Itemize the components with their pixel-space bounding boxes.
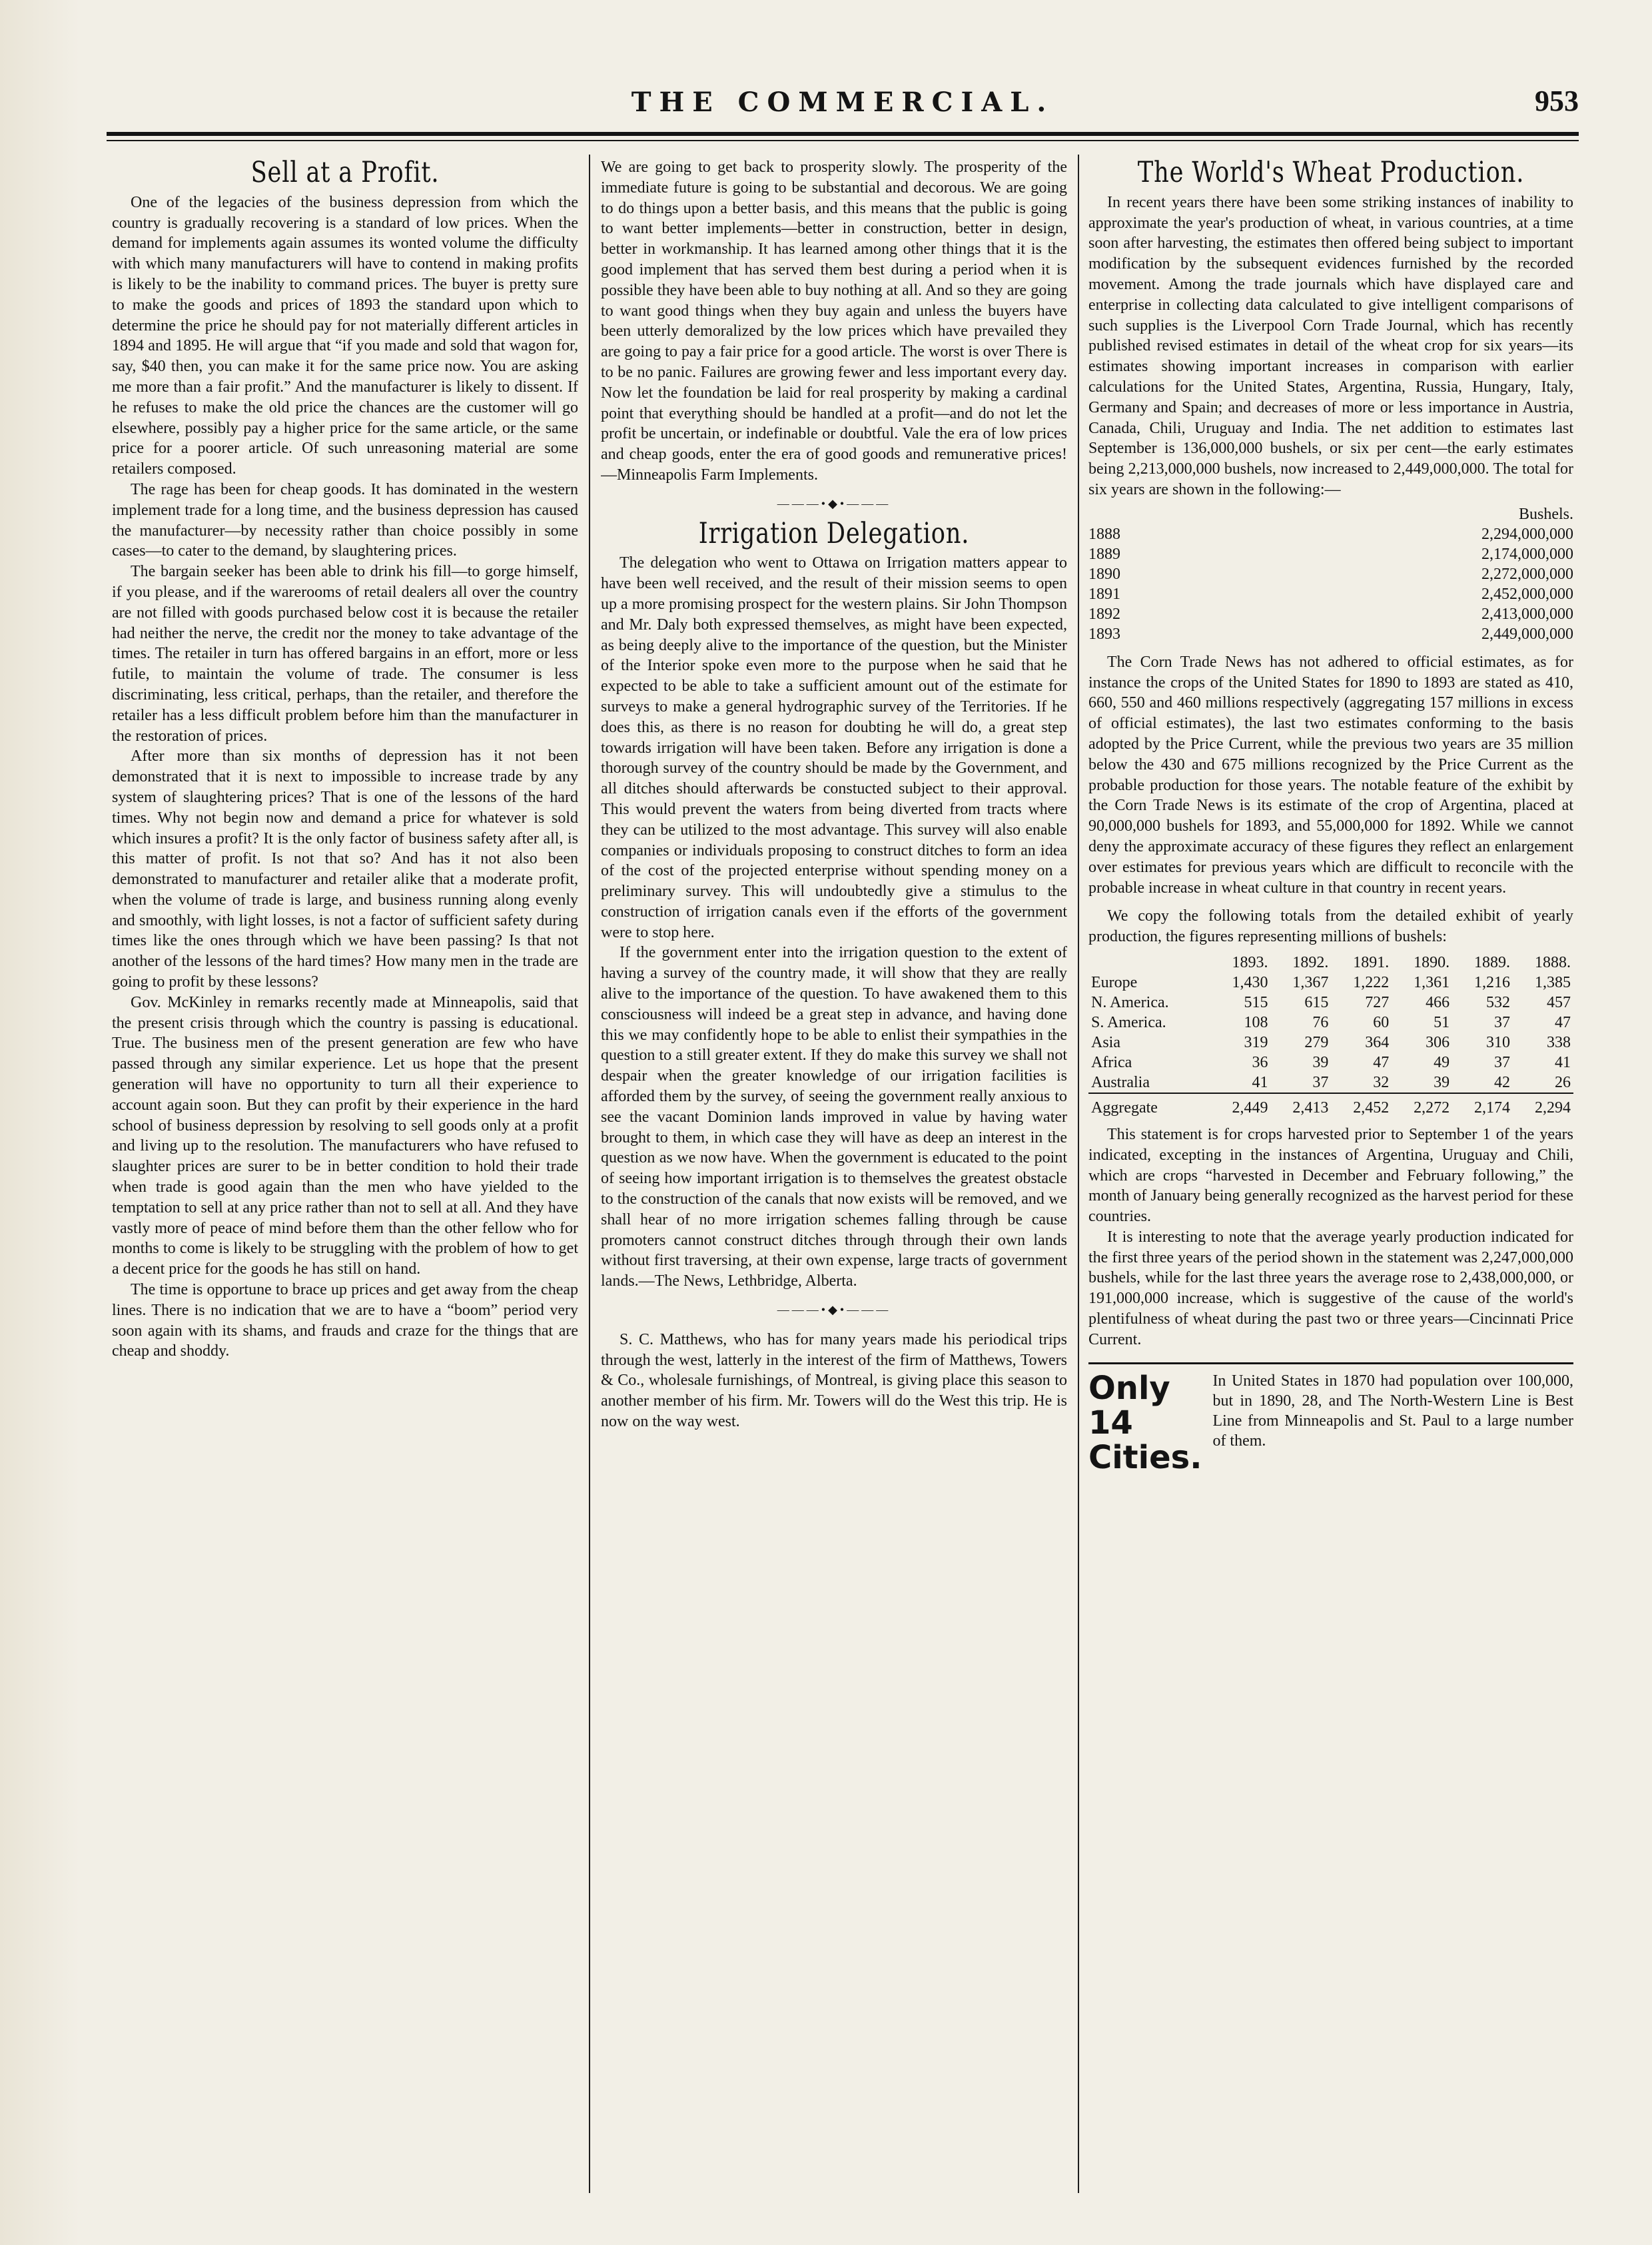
table-header-row: 1893. 1892. 1891. 1890. 1889. 1888. [1232,953,1571,971]
header-rule-thin [107,140,1579,141]
table-row: 1892 2,413,000,000 [1088,605,1573,623]
yearly-production-table [1088,953,1573,1118]
article-paragraph: The delegation who went to Ottawa on Irrigation matters appear to have been well received, and the result of their mission seems to open up a more promising prospect for the western plains. Sir John Thompson and Mr. Daly both expressed themselves, as might have been expected, as being deeply alive to the importance of the question, but the Minister of the Interior spoke even more to the purpose when he said that he expected to be able to take a sufficient amount out of the estimate for surveys to make a general hydrographic survey of the Territories. If he does this, as there is no reason for doubting he will do, a great step towards irrigation will have been taken. Before any irrigation is done a thorough survey of the country should be made by the Government, and all ditches should afterwards be constucted subject to their approval. This would prevent the waters from being diverted from tracts where they can be utilized to the most advantage. This survey will also enable companies or individuals proposing to construct ditches to form an idea of the cost of the projected enterprise without spending money on a preliminary survey. This will undoubtedly give a stimulus to the construction of irrigation canals even if the efforts of the government were to stop here. [601,554,1067,941]
aggregate-row: Aggregate 2,449 2,413 2,452 2,272 2,174 2,294 [1088,1093,1573,1118]
table-row: 1889 2,174,000,000 [1088,545,1573,563]
article-paragraph: The rage has been for cheap goods. It has dominated in the western implement trade for a long time, and the business depression has caused the manufacturer—by necessity rather than choice possibly in some cases—to cater to the demand, by slaughtering prices. [112,480,578,560]
article-title: Sell at a Profit. [250,157,440,189]
section-separator: ———•◆•——— [777,1303,891,1317]
column-middle [601,157,1067,2196]
article-paragraph: In recent years there have been some striking instances of inability to approximate the year's production of wheat, in various countries, at a time soon after harvesting, the estimates then offered being subject to important modification by the subsequent evidences furnished by the recorded movement. Among the trade journals which have displayed care and enterprise in collecting data calculated to give intelligent comparisons of such supplies is the Liverpool Corn Trade Journal, which has recently published revised estimates in detail of the wheat crop for six years—its estimates showing important increases in comparison with earlier calculations for the United States, Argentina, Russia, Hungary, Italy, Germany and Spain; and decreases of more or less importance in Austria, Canada, Chili, Uruguay and India. The net addition to estimates last September is 136,000,000 bushels, or six per cent—the early estimates being 2,213,000,000 bushels, now increased to 2,449,000,000. The total for six years are shown in the following:— [1088,193,1573,498]
article-paragraph: The bargain seeker has been able to drink his fill—to gorge himself, if you please, and if the warerooms of retail dealers all over the country are not filled with goods purchased below cost it is because the retailer had neither the nerve, the credit nor the money to take advantage of the times. The retailer in turn has offered bargains in an effort, more or less futile, to maintain the volume of trade. The consumer is less discriminating, less critical, perhaps, than the retailer, and therefore the retailer has a less difficult problem before him than the manufacturer in the restoration of prices. [112,563,578,745]
bushels-table [1088,504,1573,644]
column-divider [589,155,590,2193]
column-divider [1078,155,1079,2193]
article-paragraph: One of the legacies of the business depression from which the country is gradually recovering is a standard of low prices. When the demand for implements again assumes its wonted volume the difficulty with which many manufacturers will have to contend in making profits is likely to be the inability to command prices. The buyer is pretty sure to make the goods and prices of 1893 the standard upon which to determine the price he should pay for not materially different articles in 1894 and 1895. He will argue that “if you made and sold that wagon for, say, $40 then, you can make it for the same price now. You are asking me more than a fair profit.” And the manufacturer is likely to dissent. If he refuses to make the old price the chances are the customer will go elsewhere, possibly pay a higher price for the same article, or the same price for a poorer article. Of such unreasoning material are some retailers composed. [112,193,578,478]
article-title: The World's Wheat Production. [1137,157,1525,189]
table-row: Europe 1,430 1,367 1,222 1,361 1,216 1,385 [1091,973,1571,991]
table-row: 1893 2,449,000,000 [1088,625,1573,643]
table-row: Australia 41 37 32 39 42 26 [1091,1073,1571,1091]
masthead: THE COMMERCIAL. [631,87,1054,118]
article-paragraph: If the government enter into the irrigation question to the extent of having a survey of the country made, it will show that they are really alive to the importance of the question. To have awakened them to this consciousness will indeed be a great step in advance, and having done this we may confidently hope to be able to enlist their sympathies in the question to a still greater extent. If they do make this survey we shall not despair when the greater knowledge of our irrigation facilities is afforded them by the survey, of seeing the government really anxious to see the vacant Dominion lands improved in value by having water brought to them, in which case they will have as deep an interest in the question as we now have. When the government is educated to the point of seeing how important irrigation is to themselves the greatest obstacle to the construction of the canals that now exists will be removed, and we shall hear of no more irrigation schemes falling through be cause promoters cannot construct ditches through through their own lands without first traversing, at their own expense, large tracts of government lands.—The News, Lethbridge, Alberta. [601,944,1067,1290]
article-paragraph: We copy the following totals from the detailed exhibit of yearly production, the figures representing millions of bushels: [1088,907,1573,946]
article-paragraph: S. C. Matthews, who has for many years made his periodical trips through the west, latterly in the interest of the firm of Matthews, Towers & Co., wholesale furnishings, of Montreal, is giving place this season to another member of his firm. Mr. Towers will do the West this trip. He is now on the way west. [601,1330,1067,1431]
ad-headline-line: Cities. [1088,1438,1202,1476]
railroad-advertisement [1088,1362,1573,1475]
table-row: 1890 2,272,000,000 [1088,565,1573,583]
table-row: N. America. 515 615 727 466 532 457 [1091,993,1571,1011]
ad-text: In United States in 1870 had population over 100,000, but in 1890, 28, and The North-Western Line is Best Line from Minneapolis and St. Paul to a large number of them. [1212,1372,1573,1450]
article-paragraph: Gov. McKinley in remarks recently made at Minneapolis, said that the present crisis through which the country is passing is educational. True. The business men of the present generation are few who have passed through any similar experience. Let us hope that the present generation will have no opportunity to turn all their experience to account again soon. But they can profit by their experience in the hard school of business depression by resolving to sell goods only at a profit and living up to the resolution. The manufacturers who have refused to slaughter prices are surer to be in better condition to hold their trade when trade is good again than the men who have yielded to the temptation to sell at any price rather than not to sell at all. And they have vastly more of peace of mind before them than the other fellow who for months to come is likely to be struggling with the problem of how to get a decent price for the goods he has still on hand. [112,993,578,1278]
article-paragraph: We are going to get back to prosperity slowly. The prosperity of the immediate future is going to be substantial and decorous. We are going to do things upon a better basis, and this means that the public is going to want better implements—better in construction, better in design, better in workmanship. It has learned among other things that it is the good implement that has served them best during a period when it is possible they have been able to buy nothing at all. And so they are going to want good things when they buy again and unless the buyers have been utterly demoralized by the low prices which have prevailed they are going to pay a fair price for a good article. The worst is over There is to be no panic. Failures are growing fewer and less important every day. Now let the foundation be laid for real prosperity by making a cardinal point that everything should be handled at a profit—and do not let the profit be uncertain, or indefinable or doubtful. Vale the era of low prices and cheap goods, enter the era of good goods and remunerative prices! —Minneapolis Farm Implements. [601,159,1067,484]
article-paragraph: It is interesting to note that the average yearly production indicated for the first three years of the period shown in the statement was 2,247,000,000 bushels, while for the last three years the average rose to 2,438,000,000, or 191,000,000 increase, which is suggestive of the cause of the world's plentifulness of wheat during the past two or three years—Cincinnati Price Current. [1088,1228,1573,1348]
column-right [1088,157,1573,2196]
column-left [112,157,578,2196]
section-separator: ———•◆•——— [777,496,891,510]
bushels-header: Bushels. [1518,505,1573,523]
ad-headline-line: Only 14 [1088,1369,1170,1442]
table-row: 1891 2,452,000,000 [1088,585,1573,603]
article-paragraph: This statement is for crops harvested prior to September 1 of the years indicated, excepting in the instances of Argentina, Uruguay and Chili, which are crops “harvested in December and February following,” the month of January being generally recognized as the harvest period for these countries. [1088,1125,1573,1226]
article-paragraph: The Corn Trade News has not adhered to official estimates, as for instance the crops of the United States for 1890 to 1893 are stated as 410, 660, 550 and 460 millions respectively (aggregating 157 millions in excess of official estimates), the last two estimates conforming to the basis adopted by the Price Current, while the previous two years are 35 million below the 430 and 675 millions recognized by the Price Current as the probable production for those years. The notable feature of the exhibit by the Corn Trade News is its estimate of the crop of Argentina, placed at 90,000,000 bushels for 1893, and 55,000,000 for 1892. While we cannot deny the approximate accuracy of these figures they reflect an enlargement over estimates for previous years which are difficult to reconcile with the probable increase in wheat culture in that country in recent years. [1088,653,1573,897]
header-rule-thick [107,132,1579,136]
ad-headline [1088,1371,1202,1475]
page-number: 953 [1535,85,1579,117]
binding-margin [0,0,80,2245]
page-header [107,80,1579,140]
table-row: 1888 2,294,000,000 [1088,525,1573,543]
article-paragraph: The time is opportune to brace up prices and get away from the cheap lines. There is no indication that we are to have a “boom” period very soon again with its shams, and frauds and craze for the things that are cheap and shoddy. [112,1281,578,1360]
table-row: S. America. 108 76 60 51 37 47 [1091,1013,1571,1031]
article-title: Irrigation Delegation. [698,516,970,550]
article-paragraph: After more than six months of depression has it not been demonstrated that it is next to impossible to increase trade by any system of slaughtering prices? That is one of the lessons of the hard times. Why not begin now and demand a price for whatever is sold which insures a profit? It is the only factor of business safety after all, is this matter of profit. Is not that so? And has it not also been demonstrated to manufacturer and retailer alike that a moderate profit, when the volume of trade is large, and business running along evenly and smoothly, with light losses, is not a factor of sufficient safety during times like the ones through which we have been passing? Is that not another of the lessons of the hard times? How many men in the trade are going to profit by these lessons? [112,747,578,991]
table-row: Asia 319 279 364 306 310 338 [1091,1033,1571,1051]
table-row: Africa 36 39 47 49 37 41 [1091,1053,1571,1071]
